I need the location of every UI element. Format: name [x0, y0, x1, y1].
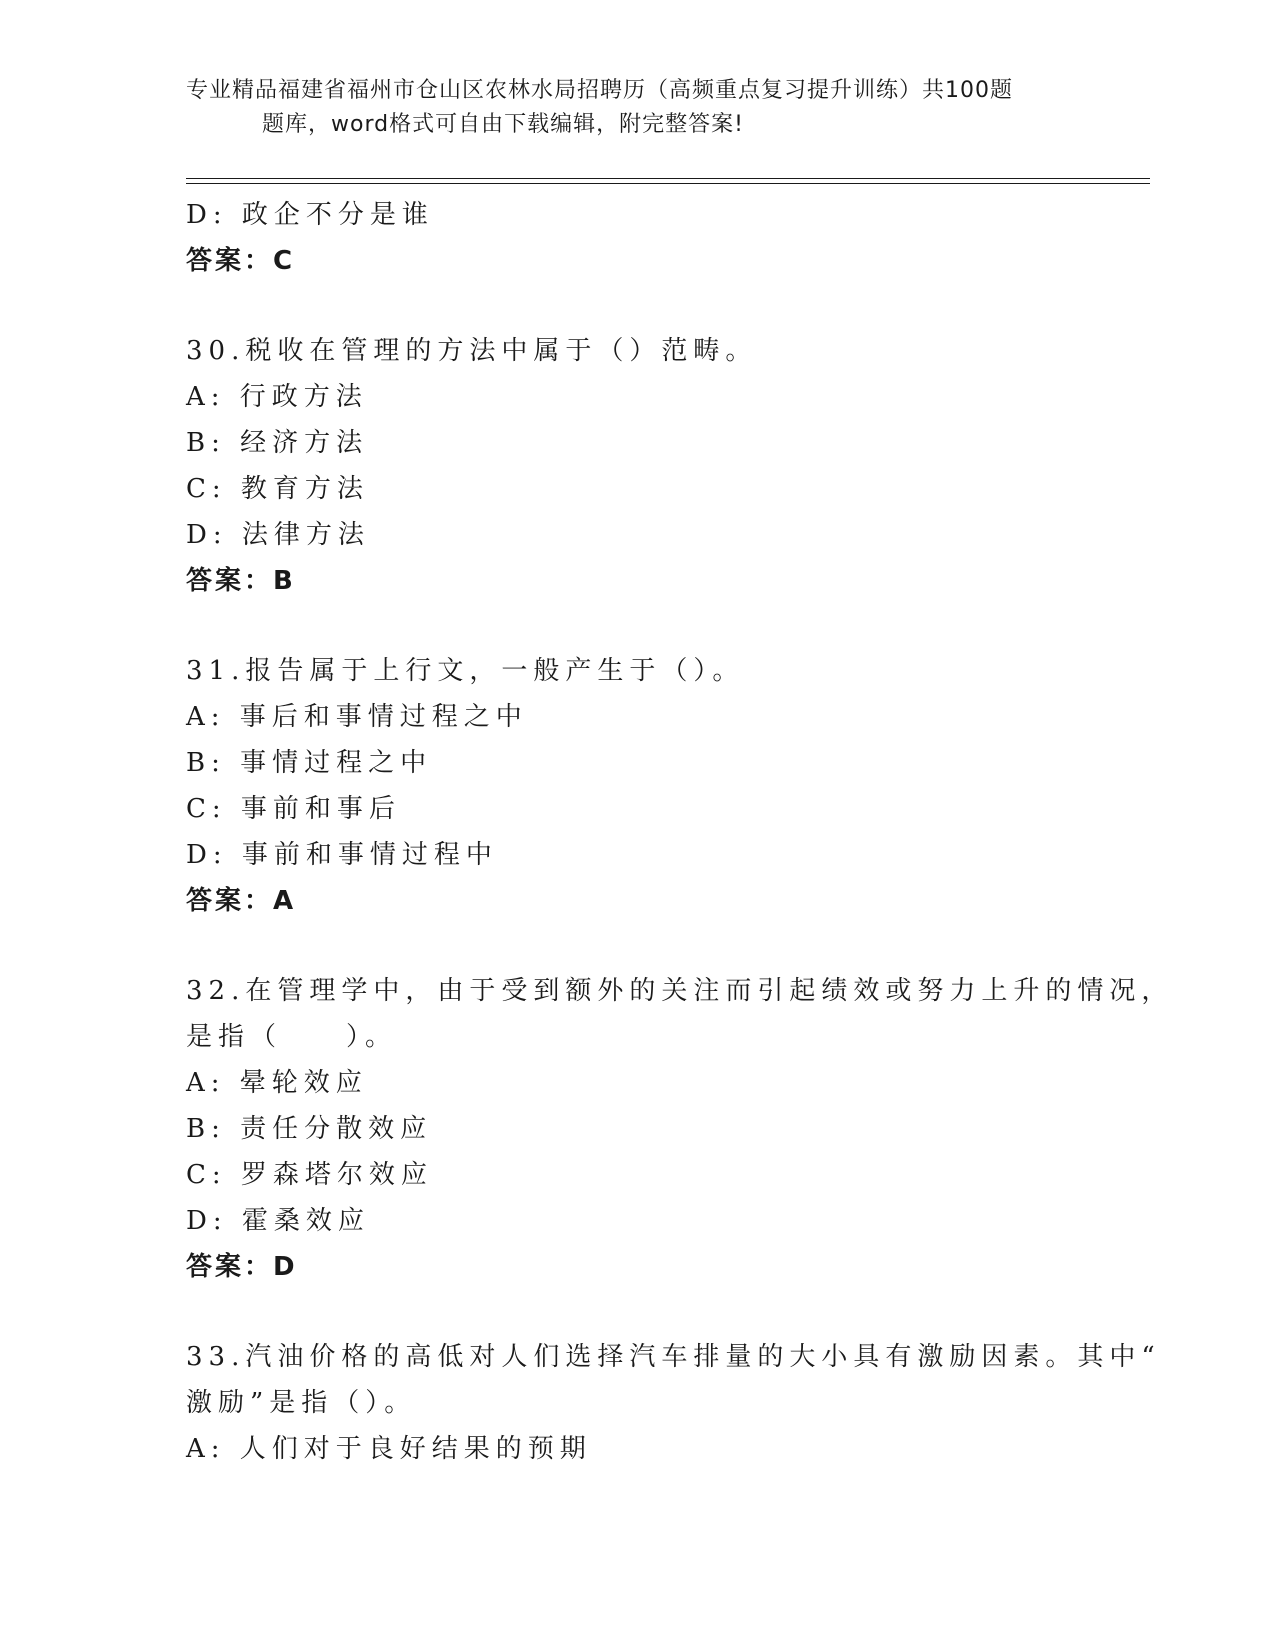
option-a: A: 晕轮效应	[186, 1068, 368, 1098]
question-text: 31.报告属于上行文，一般产生于（）。	[186, 656, 745, 686]
question-text-line-2: 激励”是指（）。	[186, 1388, 417, 1418]
header-rule-bottom	[186, 183, 1150, 184]
option-d: D: 事前和事情过程中	[186, 840, 498, 870]
question-text-line-1: 32.在管理学中，由于受到额外的关注而引起绩效或努力上升的情况，	[186, 976, 1174, 1006]
option-a: A: 人们对于良好结果的预期	[186, 1434, 592, 1464]
answer: 答案：C	[186, 246, 296, 276]
option-d: D: 法律方法	[186, 520, 370, 550]
option-b: B: 经济方法	[186, 428, 369, 458]
answer: 答案：A	[186, 886, 297, 916]
question-30	[186, 328, 1086, 604]
option-b: B: 责任分散效应	[186, 1114, 433, 1144]
document-header	[186, 74, 1086, 142]
question-32	[186, 968, 1174, 1290]
option-c: C: 教育方法	[186, 474, 369, 504]
option-c: C: 事前和事后	[186, 794, 401, 824]
question-31	[186, 648, 1086, 924]
question-29-tail	[186, 192, 1086, 284]
option-c: C: 罗森塔尔效应	[186, 1160, 433, 1190]
question-text-line-2: 是指（ ）。	[186, 1022, 398, 1052]
header-rule-top	[186, 178, 1150, 179]
option-b: B: 事情过程之中	[186, 748, 433, 778]
header-title-line-2: 题库，word格式可自由下载编辑，附完整答案!	[262, 112, 744, 137]
answer: 答案：B	[186, 566, 296, 596]
option-d: D: 政企不分是谁	[186, 200, 434, 230]
question-list	[186, 192, 1174, 1472]
question-text-line-1: 33.汽油价格的高低对人们选择汽车排量的大小具有激励因素。其中“	[186, 1342, 1161, 1372]
option-a: A: 行政方法	[186, 382, 368, 412]
option-d: D: 霍桑效应	[186, 1206, 370, 1236]
answer: 答案：D	[186, 1252, 298, 1282]
question-33	[186, 1334, 1161, 1472]
option-a: A: 事后和事情过程之中	[186, 702, 528, 732]
question-text: 30.税收在管理的方法中属于（）范畴。	[186, 336, 758, 366]
header-title-line-1: 专业精品福建省福州市仓山区农林水局招聘历（高频重点复习提升训练）共100题	[186, 78, 1013, 103]
